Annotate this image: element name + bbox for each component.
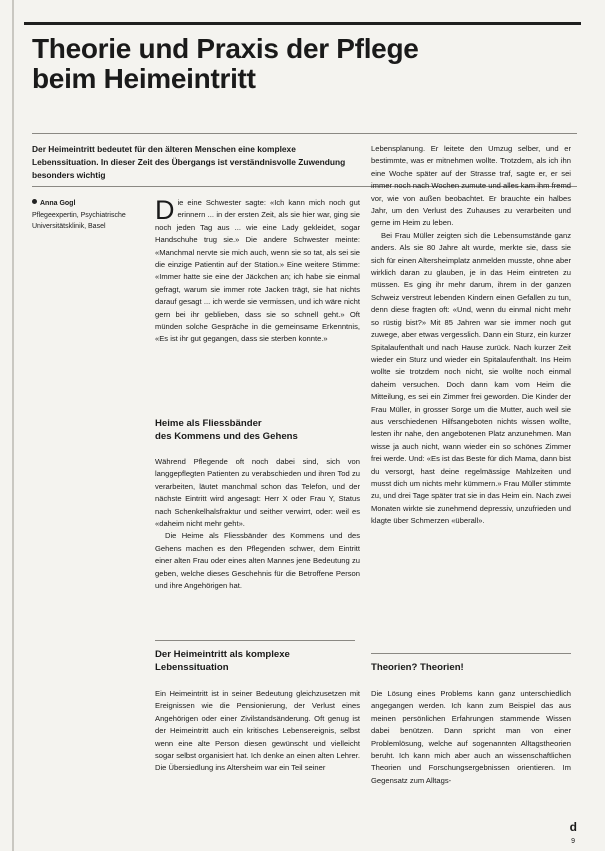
body-paragraph: Die Lösung eines Problems kann ganz unterschiedlich angegangen werden. Ich kann zum Beispiel das aus meinen persönlichen Erfahrungen stammende Wissen dabei benützen. Dann spricht man von einer Problemlösung, welche auf sogenannten Alltagstheorien beruht. Ich kann mich aber auch an wissenschaftlichen Theorien und Forschungsergebnissen orientieren. Im Gegensatz zum Alltags- <box>371 689 571 785</box>
column-1-intro <box>155 197 360 346</box>
subheading-line: Theorien? Theorien! <box>371 662 464 673</box>
subheading-komplexe-lebenssituation <box>155 649 375 674</box>
author-block <box>32 198 150 233</box>
author-affiliation: Pflegeexpertin, Psychiatrische Universitätsklinik, Basel <box>32 211 126 231</box>
article-title <box>32 34 552 94</box>
section-divider <box>371 653 571 654</box>
drop-cap: D <box>155 195 175 225</box>
title-divider <box>32 133 577 134</box>
intro-paragraph <box>155 197 360 346</box>
column-2-main <box>371 143 571 528</box>
author-name: Anna Gogl <box>40 200 76 207</box>
subheading-line: Lebenssituation <box>155 661 229 673</box>
body-paragraph: Ein Heimeintritt ist in seiner Bedeutung gleichzusetzen mit Ereignissen wie die Pensionierung, der Verlust eines Angehörigen oder einer Zivilstandsänderung. Oft genug ist der Heimeintritt auch ein kritisches Lebensereignis, selbst wenn eine alte Person diesen gewünscht und vielleicht sogar selbst organisiert hat. Ich denke an einen alten Lehrer. Die Übersiedlung ins Altersheim war ein Teil seiner <box>155 689 360 773</box>
top-rule <box>24 22 581 25</box>
title-line-2: beim Heimeintritt <box>32 63 256 94</box>
subheading-fliessbaender <box>155 418 375 443</box>
subheading-line: Der Heimeintritt als komplexe <box>155 649 290 660</box>
body-paragraph: Während Pflegende oft noch dabei sind, sich von langgepflegten Patienten zu verabschieden und ihren Tod zu verarbeiten, läutet manchmal schon das Telefon, und der nächste Eintritt wird angesagt: Herr X oder Frau Y, Status nach Schenkelhalsfraktur und seither verwirrt, oder: weil es «daheim nicht mehr geht». <box>155 457 360 529</box>
column-1-section-2 <box>155 456 360 592</box>
intro-text: ie eine Schwester sagte: «Ich kann mich noch gut erinnern ... in der ersten Zeit, als sie hier war, ging sie noch jeden Tag aus ... wie eine Lady gekleidet, sogar Handschuhe trug sie.» Die andere Schwester meinte: «Manchmal nervte sie mich auch, wenn sie so tat, als sei sie die einzige Patientin auf der Station.» Eine weitere Stimme: «Immer hatte sie eine der Jäckchen an; ich habe sie einmal gefragt, warum sie immer rote Jacken trägt, sie hat nichts darauf gesagt ... ich werde sie vermissen, und ich wäre nicht gern bei ihr geblieben, dass sie so schnell geht.» Oft münden solche Gespräche in die gemeinsame Erkenntnis, «Es ist ihr gut gegangen, dass sie sterben konnte.» <box>155 198 360 344</box>
body-paragraph: Bei Frau Müller zeigten sich die Lebensumstände ganz anders. Als sie 80 Jahre alt wurde, merkte sie, dass sie sich für einen Altersheimplatz anmelden musste, ohne aber wirklich daran zu glauben, je in das Heim eintreten zu müssen. Es ging ihr mehr darum, ihrem in der ganzen Schweiz verstreut lebenden Kindern einen Gefallen zu tun, denn diese fragten oft: «Und, wenn du einmal nicht mehr so rüstig bist?» Mit 85 Jahren war sie immer noch gut zuwege, aber etwas vergesslich. Dann ein Sturz, ein kurzer Spitalaufenthalt und nach Hause zurück. Nach kurzer Zeit wieder ein Sturz und wieder ein Spitalaufenthalt. Ins Heim wollte sie trotzdem noch nicht, sie wollte noch einmal daheim versuchen. Doch dann kam vom Heim die Mitteilung, es sei ein Zimmer frei geworden. Die Kinder der Frau Müller, in grosser Sorge um die Mutter, auch weil sie aus verschiedenen Hilfsangeboten nichts wissen wollte, lesten ihr nahe, den angebotenen Platz anzunehmen. Man wisse ja auch nicht, wann wieder ein so schönes Zimmer frei werde. Und: «Es ist das Beste für dich Mama, dann bist du versorgt, hast deine regelmässige Mahlzeiten und musst dich um nichts mehr kümmern.» Frau Müller stimmte zu, und drei Tage später trat sie in das Heim ein. Nach zwei Monaten wirkte sie zunehmend depressiv, unzufrieden und klagte über Schmerzen «überall». <box>371 230 571 526</box>
binding-edge <box>12 0 14 851</box>
subheading-theorien <box>371 662 571 675</box>
column-1-section-3 <box>155 688 360 775</box>
subheading-line: des Kommens und des Gehens <box>155 430 298 442</box>
column-2-section-theorien <box>371 688 571 787</box>
subheading-line: Heime als Fliessbänder <box>155 418 262 429</box>
body-paragraph: Lebensplanung. Er leitete den Umzug selber, und er bestimmte, was er mitnehmen wollte. Trotzdem, als ich ihn eine Woche später auf der Strasse traf, sagte er, er sei immer noch nach Wochen zumute und alles kam ihm fremd vor, wie von außen beobachtet. Er brauchte ein halbes Jahr, um den Verlust des Zuhauses zu verarbeiten und gerne im Heim zu leben. <box>371 144 571 228</box>
title-line-1: Theorie und Praxis der Pflege <box>32 33 419 64</box>
page-number: 9 <box>571 838 575 845</box>
section-mark: d <box>569 820 577 834</box>
bullet-icon <box>32 199 37 204</box>
article-lead: Der Heimeintritt bedeutet für den älteren Menschen eine komplexe Lebenssituation. In dieser Zeit des Übergangs ist verständnisvolle Zuwendung besonders wichtig <box>32 144 346 180</box>
body-paragraph: Die Heime als Fliessbänder des Kommens und des Gehens machen es den Pflegenden schwer, dem Eintritt einer alten Frau oder eines alten Mannes jene Bedeutung zu geben, welche dieses Geschehnis für die Betroffene Person und ihre Angehörigen hat. <box>155 531 360 591</box>
section-divider <box>155 640 355 641</box>
